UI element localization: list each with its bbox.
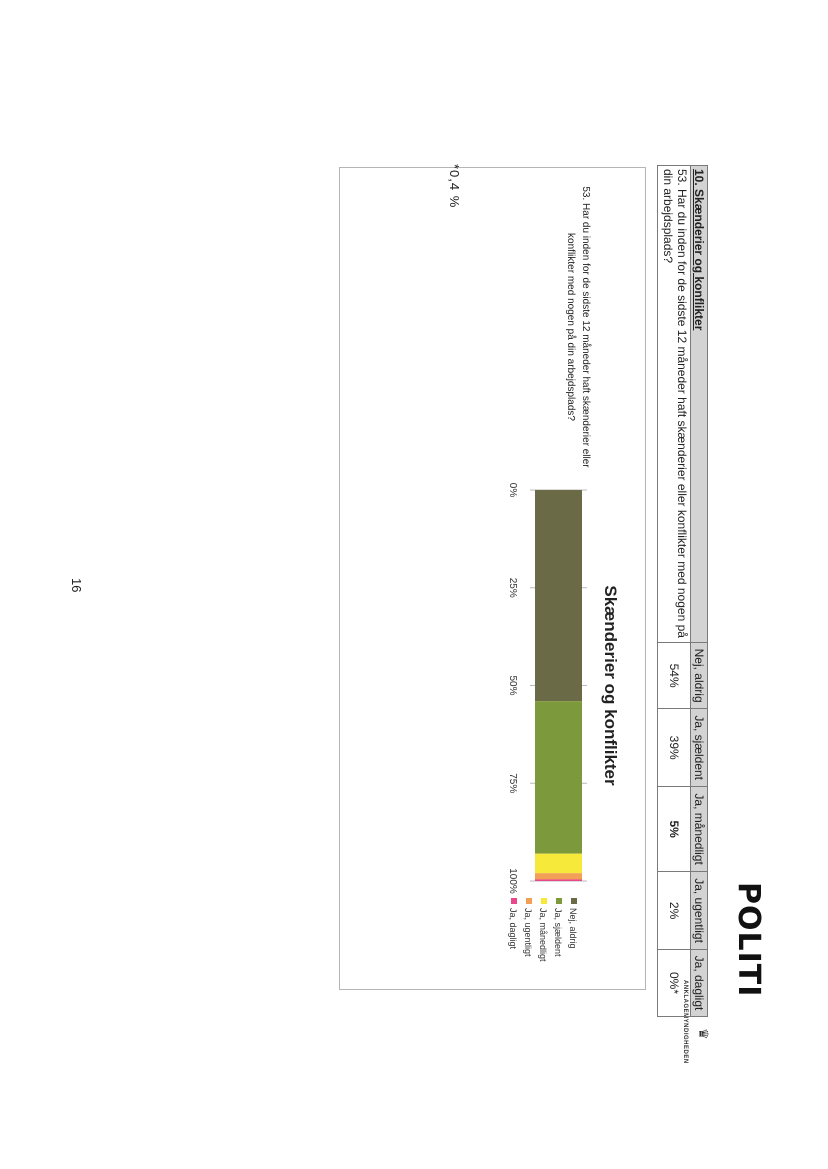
- x-tick-label: 100%: [507, 868, 518, 894]
- value-cell: 2%: [658, 872, 691, 950]
- value-cell: 0%*: [658, 950, 691, 1017]
- chart: [339, 167, 646, 990]
- legend-label: Ja, dagligt: [508, 908, 518, 950]
- bar-segment: [535, 879, 582, 881]
- logo-subtitle: ANKLAGEMYNDIGHEDEN: [682, 980, 688, 1064]
- bar-segment: [535, 490, 582, 701]
- x-tick-label: 50%: [507, 675, 518, 696]
- col-header: Ja, månedligt: [691, 787, 708, 872]
- bar-segment: [535, 873, 582, 879]
- legend-swatch: [571, 898, 577, 904]
- chart-svg: [340, 168, 645, 989]
- col-header: Ja, ugentligt: [691, 872, 708, 950]
- legend-swatch: [526, 898, 532, 904]
- legend-label: Ja, sjældent: [553, 908, 563, 957]
- crown-icon: ♛: [696, 1028, 711, 1040]
- x-tick-label: 75%: [507, 773, 518, 794]
- logo-wordmark: POLITI: [731, 882, 766, 998]
- x-tick-label: 0%: [507, 482, 518, 498]
- legend-swatch: [556, 898, 562, 904]
- bar-segment: [535, 854, 582, 874]
- legend-swatch: [541, 898, 547, 904]
- section-title: 10. Skænderier og konflikter: [691, 166, 708, 643]
- col-header: Ja, sjældent: [691, 709, 708, 787]
- legend-label: Nej, aldrig: [568, 908, 578, 949]
- legend-label: Ja, månedligt: [538, 908, 548, 962]
- value-cell: 5%: [658, 787, 691, 872]
- bar-segment: [535, 701, 582, 853]
- category-label: 53. Har du inden for de sidste 12 måneder haft skænderier eller konflikter med nogen på din arbejdsplads?: [565, 186, 591, 468]
- value-cell: 39%: [658, 709, 691, 787]
- footnote: *0,4 %: [447, 164, 462, 209]
- page-number: 16: [69, 578, 84, 593]
- legend-label: Ja, ugentligt: [523, 908, 533, 957]
- x-tick-label: 25%: [507, 577, 518, 598]
- chart-title: Skænderier og konflikter: [601, 585, 620, 786]
- col-header: Ja, dagligt: [691, 950, 708, 1017]
- summary-table: [657, 165, 708, 1017]
- table-row: [658, 166, 691, 1017]
- table-header-row: [691, 166, 708, 1017]
- col-header: Nej, aldrig: [691, 643, 708, 709]
- legend-swatch: [511, 898, 517, 904]
- question-text: 53. Har du inden for de sidste 12 måneder haft skænderier eller konflikter med nogen på din arbejdsplads?: [658, 166, 691, 643]
- value-cell: 54%: [658, 643, 691, 709]
